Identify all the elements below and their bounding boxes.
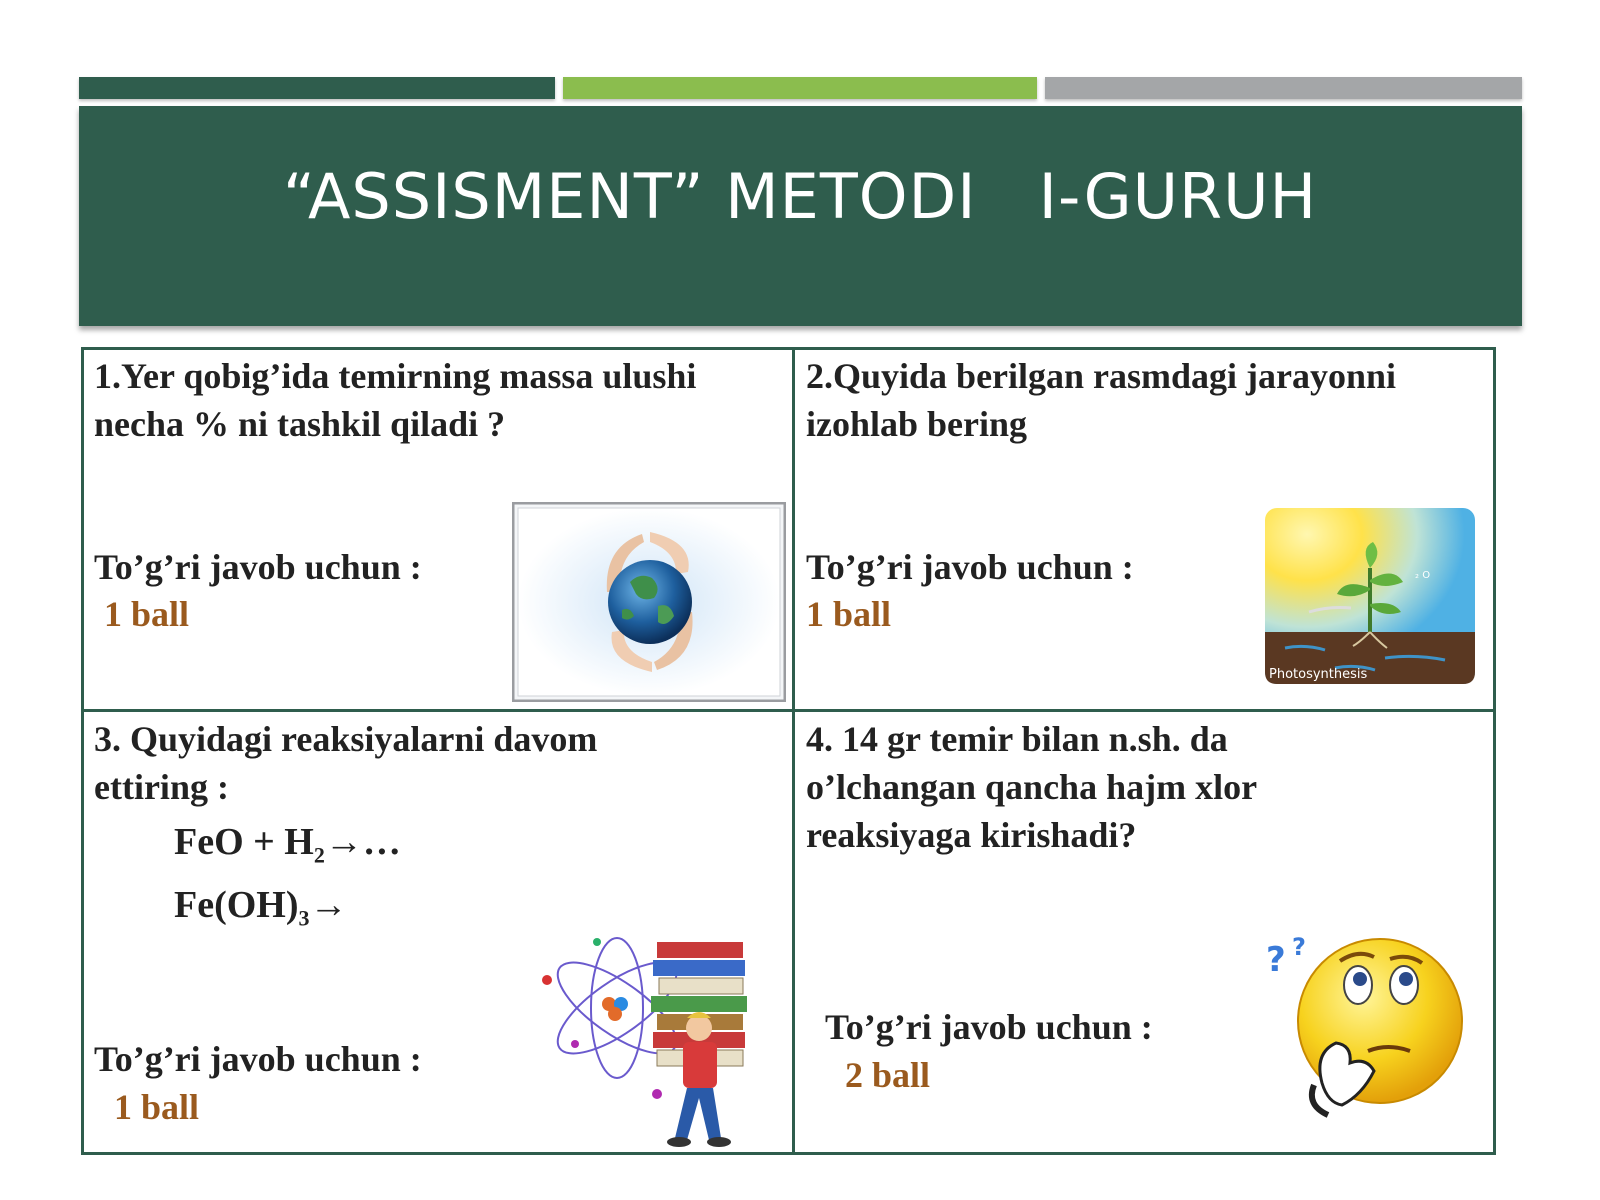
question-4-line-1: 4. 14 gr temir bilan n.sh. da bbox=[806, 719, 1228, 759]
accent-bar-gray bbox=[1045, 77, 1522, 99]
svg-text:?: ? bbox=[1266, 940, 1286, 980]
question-3-score-value: 1 ball bbox=[114, 1087, 200, 1127]
accent-bar-light-green bbox=[563, 77, 1037, 99]
question-2-score-value: 1 ball bbox=[806, 594, 892, 634]
slide-title: “ASSISMENT” METODI I-GURUH bbox=[282, 160, 1318, 233]
question-1-line-2: necha % ni tashkil qiladi ? bbox=[94, 404, 506, 444]
photosynthesis-icon bbox=[1265, 508, 1475, 689]
question-4-score-value: 2 ball bbox=[845, 1055, 931, 1095]
photosynthesis-caption: Photosynthesis bbox=[1269, 667, 1368, 682]
question-2-line-2: izohlab bering bbox=[806, 404, 1028, 444]
svg-text:₂ O: ₂ O bbox=[1415, 570, 1431, 581]
question-2-score-label: To’g’ri javob uchun : bbox=[806, 547, 1134, 587]
question-1-score-value: 1 ball bbox=[104, 594, 190, 634]
question-4-line-2: o’lchangan qancha hajm xlor bbox=[806, 767, 1258, 807]
formula-feo-h2: FeO + $H_2\to\dots$ bbox=[174, 821, 401, 868]
question-1-score-label: To’g’ri javob uchun : bbox=[94, 547, 422, 587]
formula-fe-oh-3: $Fe(OH)_3\to$ bbox=[174, 884, 348, 931]
question-4-line-3: reaksiyaga kirishadi? bbox=[806, 815, 1137, 855]
svg-text:?: ? bbox=[1292, 935, 1306, 961]
earth-in-hands-icon bbox=[512, 502, 786, 707]
accent-bar-dark-green bbox=[79, 77, 555, 99]
question-1-line-1: 1.Yer qobig’ida temirning massa ulushi bbox=[94, 356, 697, 396]
table-divider-vertical bbox=[792, 348, 795, 1154]
question-2-line-1: 2.Quyida berilgan rasmdagi jarayonni bbox=[806, 356, 1397, 396]
question-3-score-label: To’g’ri javob uchun : bbox=[94, 1039, 422, 1079]
table-divider-horizontal bbox=[82, 709, 1495, 712]
question-3-line-1: 3. Quyidagi reaksiyalarni davom bbox=[94, 719, 598, 759]
question-3-line-2: ettiring : bbox=[94, 767, 229, 807]
question-4-score-label: To’g’ri javob uchun : bbox=[825, 1007, 1153, 1047]
thinking-smiley-icon bbox=[1262, 935, 1482, 1125]
atom-and-books-icon bbox=[537, 918, 777, 1158]
